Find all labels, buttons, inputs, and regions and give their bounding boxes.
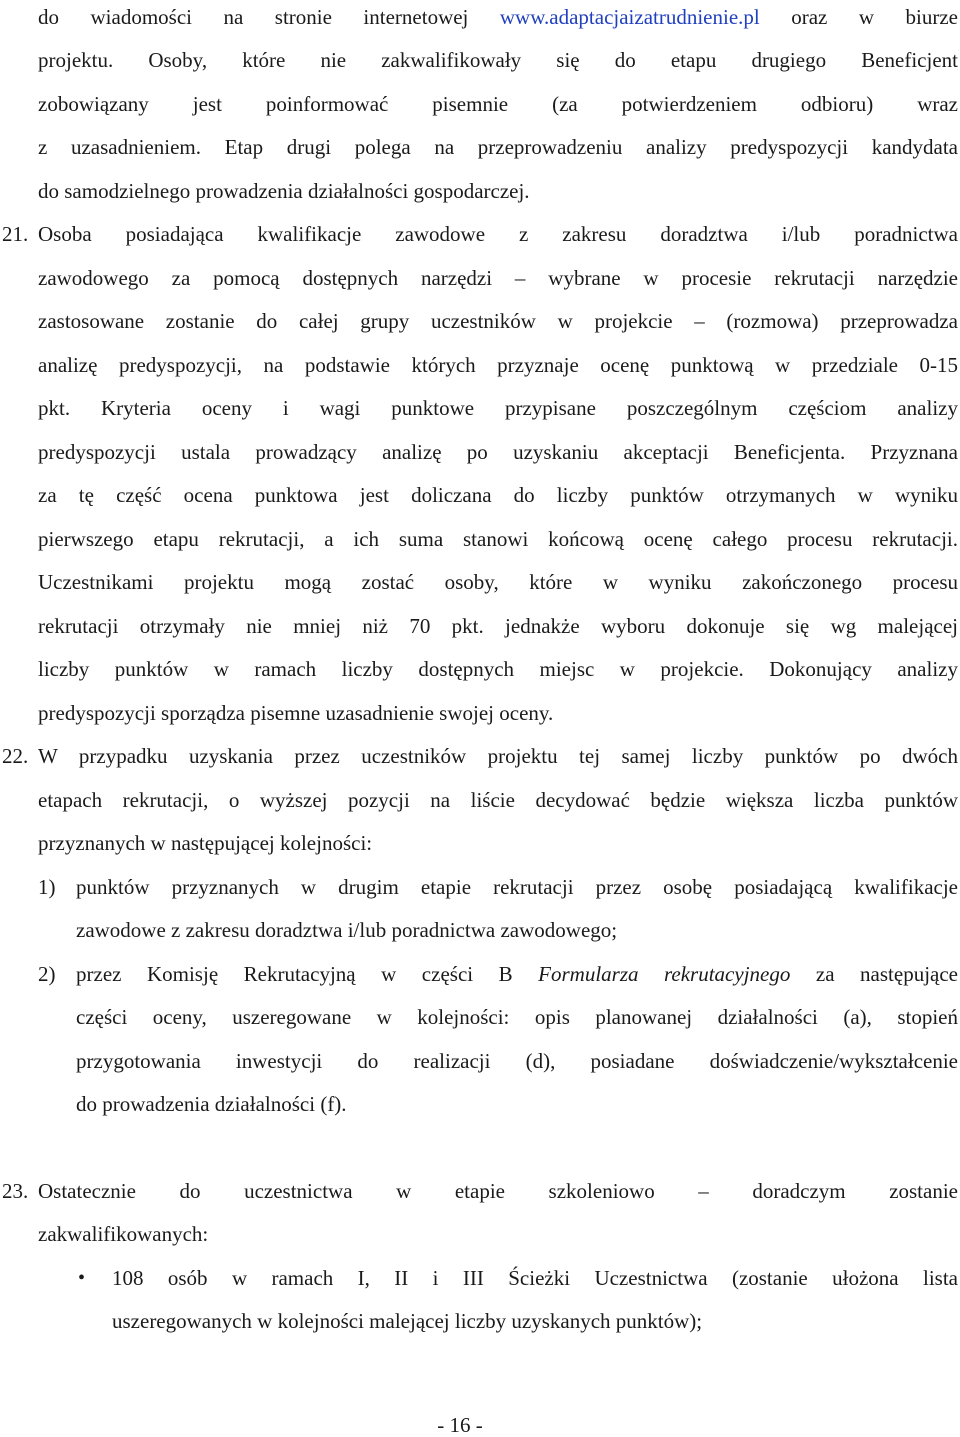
item-23-number: 23. (2, 1179, 29, 1203)
item-21-number: 21. (2, 222, 29, 246)
item-21-line: Osoba posiadająca kwalifikacje zawodowe z zakresu doradztwa i/lub poradnictwa (38, 222, 958, 246)
item-21-line: liczby punktów w ramach liczby dostępnych miejsc w projekcie. Dokonujący analizy (38, 657, 958, 681)
intro-line-3: zobowiązany jest poinformować pisemnie (za potwierdzeniem odbioru) wraz (38, 92, 958, 116)
item-23-line: zakwalifikowanych: (38, 1222, 209, 1246)
item-22-line: W przypadku uzyskania przez uczestników projektu tej samej liczby punktów po dwóch (38, 744, 958, 768)
item-22-line: etapach rekrutacji, o wyższej pozycji na liście decydować będzie większa liczba punktów (38, 788, 958, 812)
item-21-line: predyspozycji ustala prowadzący analizę po uzyskaniu akceptacji Beneficjenta. Przyznana (38, 440, 958, 464)
sub-item-2-number: 2) (38, 962, 56, 986)
sub-item-1-line: punktów przyznanych w drugim etapie rekrutacji przez osobę posiadającą kwalifikacje (76, 875, 958, 899)
item-21-line: analizę predyspozycji, na podstawie których przyznaje ocenę punktową w przedziale 0-15 (38, 353, 958, 377)
project-website-link[interactable]: www.adaptacjaizatrudnienie.pl (499, 5, 760, 29)
sub-item-2-line: części oceny, uszeregowane w kolejności: opis planowanej działalności (a), stopień (76, 1005, 958, 1029)
item-22-line: przyznanych w następującej kolejności: (38, 831, 373, 855)
item-22-number: 22. (2, 744, 29, 768)
sub-item-2-text: przez Komisję Rekrutacyjną w części B (76, 962, 539, 986)
item-23-line: Ostatecznie do uczestnictwa w etapie szkoleniowo – doradczym zostanie (38, 1179, 958, 1203)
sub-item-2-line: do prowadzenia działalności (f). (76, 1092, 347, 1116)
intro-text: do wiadomości na stronie internetowej (38, 5, 500, 29)
item-21-line: Uczestnikami projektu mogą zostać osoby, które w wyniku zakończonego procesu (38, 570, 958, 594)
item-21-line: zawodowego za pomocą dostępnych narzędzi – wybrane w procesie rekrutacji narzędzie (38, 266, 958, 290)
sub-item-2-text: za następujące (790, 962, 958, 986)
item-21-line: rekrutacji otrzymały nie mniej niż 70 pkt. jednakże wyboru dokonuje się wg malejącej (38, 614, 958, 638)
intro-line-2: projektu. Osoby, które nie zakwalifikowały się do etapu drugiego Beneficjent (38, 48, 958, 72)
intro-line-4: z uzasadnieniem. Etap drugi polega na przeprowadzeniu analizy predyspozycji kandydata (38, 135, 958, 159)
bullet-icon: • (78, 1267, 86, 1289)
intro-text: oraz w biurze (759, 5, 958, 29)
sub-item-1-number: 1) (38, 875, 56, 899)
item-21-line: zastosowane zostanie do całej grupy uczestników w projekcie – (rozmowa) przeprowadza (38, 309, 958, 333)
sub-item-2-line: przygotowania inwestycji do realizacji (d), posiadane doświadczenie/wykształcenie (76, 1049, 958, 1073)
form-title-italic: Formularza rekrutacyjnego (538, 962, 791, 986)
bullet-line: uszeregowanych w kolejności malejącej liczby uzyskanych punktów); (112, 1309, 703, 1333)
sub-item-1-line: zawodowe z zakresu doradztwa i/lub poradnictwa zawodowego; (76, 918, 618, 942)
intro-line-5: do samodzielnego prowadzenia działalności gospodarczej. (38, 179, 530, 203)
item-21-line: predyspozycji sporządza pisemne uzasadnienie swojej oceny. (38, 701, 554, 725)
sub-item-2-line-1 (76, 962, 958, 986)
item-21-line: za tę część ocena punktowa jest doliczana do liczby punktów otrzymanych w wyniku (38, 483, 958, 507)
page-number: - 16 - (437, 1413, 483, 1437)
intro-line-1 (38, 5, 958, 29)
item-21-line: pierwszego etapu rekrutacji, a ich suma stanowi końcową ocenę całego procesu rekrutacji. (38, 527, 958, 551)
item-21-line: pkt. Kryteria oceny i wagi punktowe przypisane poszczególnym częściom analizy (38, 396, 958, 420)
bullet-line: 108 osób w ramach I, II i III Ścieżki Uczestnictwa (zostanie ułożona lista (112, 1266, 958, 1290)
